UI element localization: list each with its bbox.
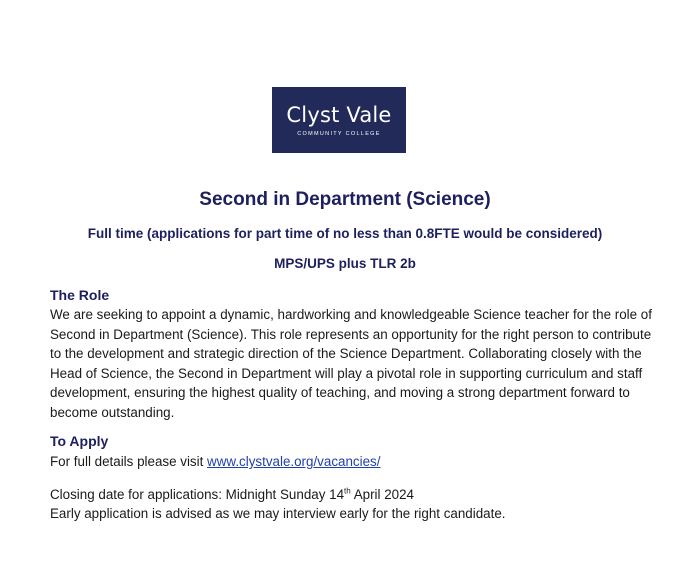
logo-wordmark: Clyst Vale <box>286 103 392 127</box>
apply-intro-text: For full details please visit <box>50 454 208 469</box>
employment-type: Full time (applications for part time of no less than 0.8FTE would be considered) <box>87 226 603 241</box>
closing-date-suffix: April 2024 <box>350 487 414 502</box>
salary-scale: MPS/UPS plus TLR 2b <box>274 256 416 271</box>
closing-date-ordinal: th <box>344 486 351 496</box>
role-description: We are seeking to appoint a dynamic, hardworking and knowledgeable Science teacher for the role of Second in Department (Science). This role represents an opportunity for the right person to contribute to the development and strategic direction of the Science Department. Collaborating closely with the Head of Science, the Second in Department will play a pivotal role in supporting curriculum and staff development, ensuring the highest quality of teaching, and moving a strong department forward to become outstanding. <box>50 307 652 420</box>
closing-date-prefix: Closing date for applications: Midnight Sunday 14 <box>50 487 345 502</box>
apply-heading: To Apply <box>50 433 109 449</box>
college-logo <box>272 87 406 153</box>
job-title: Second in Department (Science) <box>199 189 491 210</box>
early-application-note: Early application is advised as we may interview early for the right candidate. <box>50 506 506 521</box>
apply-instructions <box>50 452 660 472</box>
logo-subtitle: COMMUNITY COLLEGE <box>297 131 381 137</box>
vacancies-link[interactable]: www.clystvale.org/vacancies/ <box>207 454 381 469</box>
closing-date <box>50 485 660 505</box>
role-heading: The Role <box>50 287 110 303</box>
